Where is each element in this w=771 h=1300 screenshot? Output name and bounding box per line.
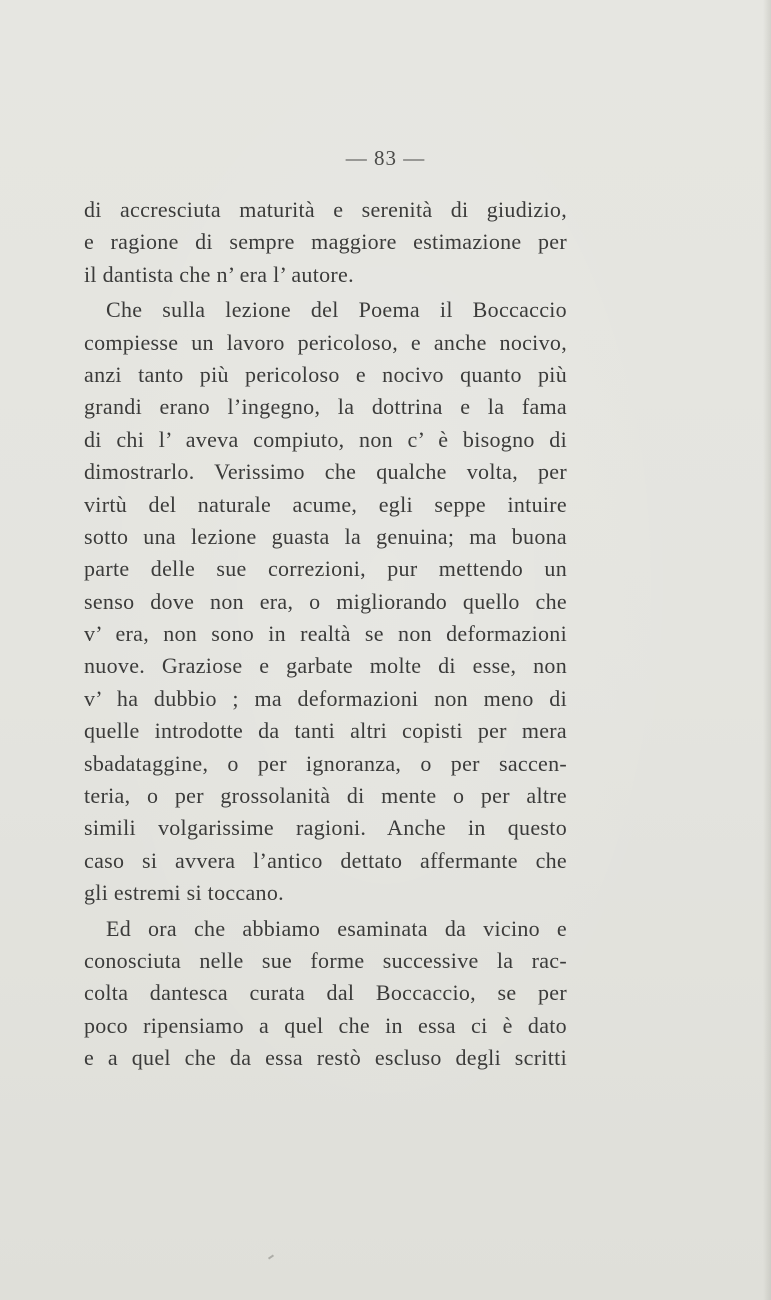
text-line: sotto una lezione guasta la genuina; ma buona bbox=[84, 523, 567, 549]
text-line: v’ ha dubbio ; ma deformazioni non meno di bbox=[84, 685, 567, 711]
text-line: compiesse un lavoro pericoloso, e anche nocivo, bbox=[84, 329, 567, 355]
text-line: dimostrarlo. Verissimo che qualche volta, per bbox=[84, 459, 567, 485]
text-line: Che sulla lezione del Poema il Boccaccio bbox=[106, 297, 567, 323]
text-line: di accresciuta maturità e serenità di giudizio, bbox=[84, 197, 567, 222]
text-line: colta dantesca curata dal Boccaccio, se per bbox=[84, 980, 567, 1006]
text-line: grandi erano l’ingegno, la dottrina e la fama bbox=[84, 394, 567, 420]
text-line: nuove. Graziose e garbate molte di esse, non bbox=[84, 653, 567, 679]
text-line: simili volgarissime ragioni. Anche in questo bbox=[84, 815, 567, 841]
text-line: v’ era, non sono in realtà se non deformazioni bbox=[84, 621, 567, 647]
text-line: gli estremi si toccano. bbox=[84, 880, 284, 906]
text-line: e ragione di sempre maggiore estimazione per bbox=[84, 229, 567, 255]
text-line: senso dove non era, o migliorando quello che bbox=[84, 588, 567, 614]
text-line: anzi tanto più pericoloso e nocivo quanto più bbox=[84, 361, 567, 387]
text-line: il dantista che n’ era l’ autore. bbox=[84, 261, 354, 287]
ink-mark bbox=[268, 1254, 274, 1259]
text-line: quelle introdotte da tanti altri copisti per mera bbox=[84, 718, 567, 744]
text-line: e a quel che da essa restò escluso degli scritti bbox=[84, 1045, 567, 1071]
text-line: teria, o per grossolanità di mente o per altre bbox=[84, 783, 567, 809]
text-line: Ed ora che abbiamo esaminata da vicino e bbox=[106, 915, 567, 941]
text-line: conosciuta nelle sue forme successive la rac- bbox=[84, 947, 567, 973]
page-edge-shadow bbox=[763, 0, 771, 1300]
text-line: parte delle sue correzioni, pur mettendo un bbox=[84, 556, 567, 582]
text-line: sbadataggine, o per ignoranza, o per saccen- bbox=[84, 750, 567, 776]
text-line: virtù del naturale acume, egli seppe intuire bbox=[84, 491, 567, 517]
body-text bbox=[84, 194, 567, 1075]
text-line: caso si avvera l’antico dettato affermante che bbox=[84, 847, 567, 873]
text-line: poco ripensiamo a quel che in essa ci è dato bbox=[84, 1012, 567, 1038]
text-line: di chi l’ aveva compiuto, non c’ è bisogno di bbox=[84, 426, 567, 452]
page-number: — 83 — bbox=[345, 146, 426, 170]
